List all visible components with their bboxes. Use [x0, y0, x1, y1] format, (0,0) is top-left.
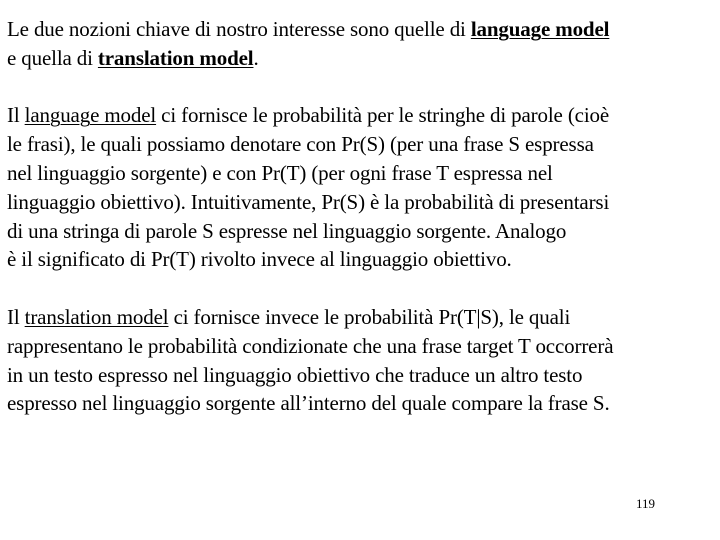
paragraph-language-model-line-5: di una stringa di parole S espresse nel linguaggio sorgente. Analogo	[7, 218, 567, 243]
term-language-model: language model	[24, 103, 157, 128]
text-run: ci fornisce le probabilità per le stringhe di parole (cioè	[156, 103, 610, 128]
text-run: ci fornisce invece le probabilità Pr(T|S), le quali	[168, 304, 571, 329]
term-translation-model: translation model	[97, 45, 254, 70]
paragraph-intro-line-2	[7, 44, 717, 73]
paragraph-language-model-line-4: linguaggio obiettivo). Intuitivamente, Pr(S) è la probabilità di presentarsi	[7, 189, 610, 214]
paragraph-spacer	[7, 73, 717, 102]
text-run: Il	[7, 103, 25, 128]
paragraph-language-model-line-3: nel linguaggio sorgente) e con Pr(T) (per ogni frase T espressa nel	[7, 160, 553, 185]
slide-body	[7, 15, 717, 418]
paragraph-translation-model	[7, 303, 717, 418]
term-translation-model: translation model	[24, 304, 169, 329]
paragraph-language-model-line-1	[7, 101, 717, 130]
paragraph-language-model-line-6: è il significato di Pr(T) rivolto invece al linguaggio obiettivo.	[7, 247, 512, 272]
page-number: 119	[636, 496, 656, 511]
text-run: Il	[7, 304, 25, 329]
term-language-model: language model	[470, 17, 610, 41]
paragraph-intro	[7, 15, 717, 73]
paragraph-translation-model-line-1	[7, 303, 717, 332]
paragraph-translation-model-line-4: espresso nel linguaggio sorgente all’interno del quale compare la frase S.	[7, 391, 610, 416]
text-run: e quella di	[7, 45, 98, 70]
paragraph-spacer	[7, 274, 717, 303]
paragraph-language-model	[7, 101, 717, 274]
text-run: .	[253, 45, 259, 70]
paragraph-language-model-line-2: le frasi), le quali possiamo denotare con Pr(S) (per una frase S espressa	[7, 132, 594, 157]
paragraph-translation-model-line-3: in un testo espresso nel linguaggio obiettivo che traduce un altro testo	[7, 362, 583, 387]
paragraph-translation-model-line-2: rappresentano le probabilità condizionate che una frase target T occorrerà	[7, 333, 614, 358]
paragraph-intro-line-1	[7, 15, 717, 44]
text-run: Le due nozioni chiave di nostro interesse sono quelle di	[7, 17, 471, 41]
